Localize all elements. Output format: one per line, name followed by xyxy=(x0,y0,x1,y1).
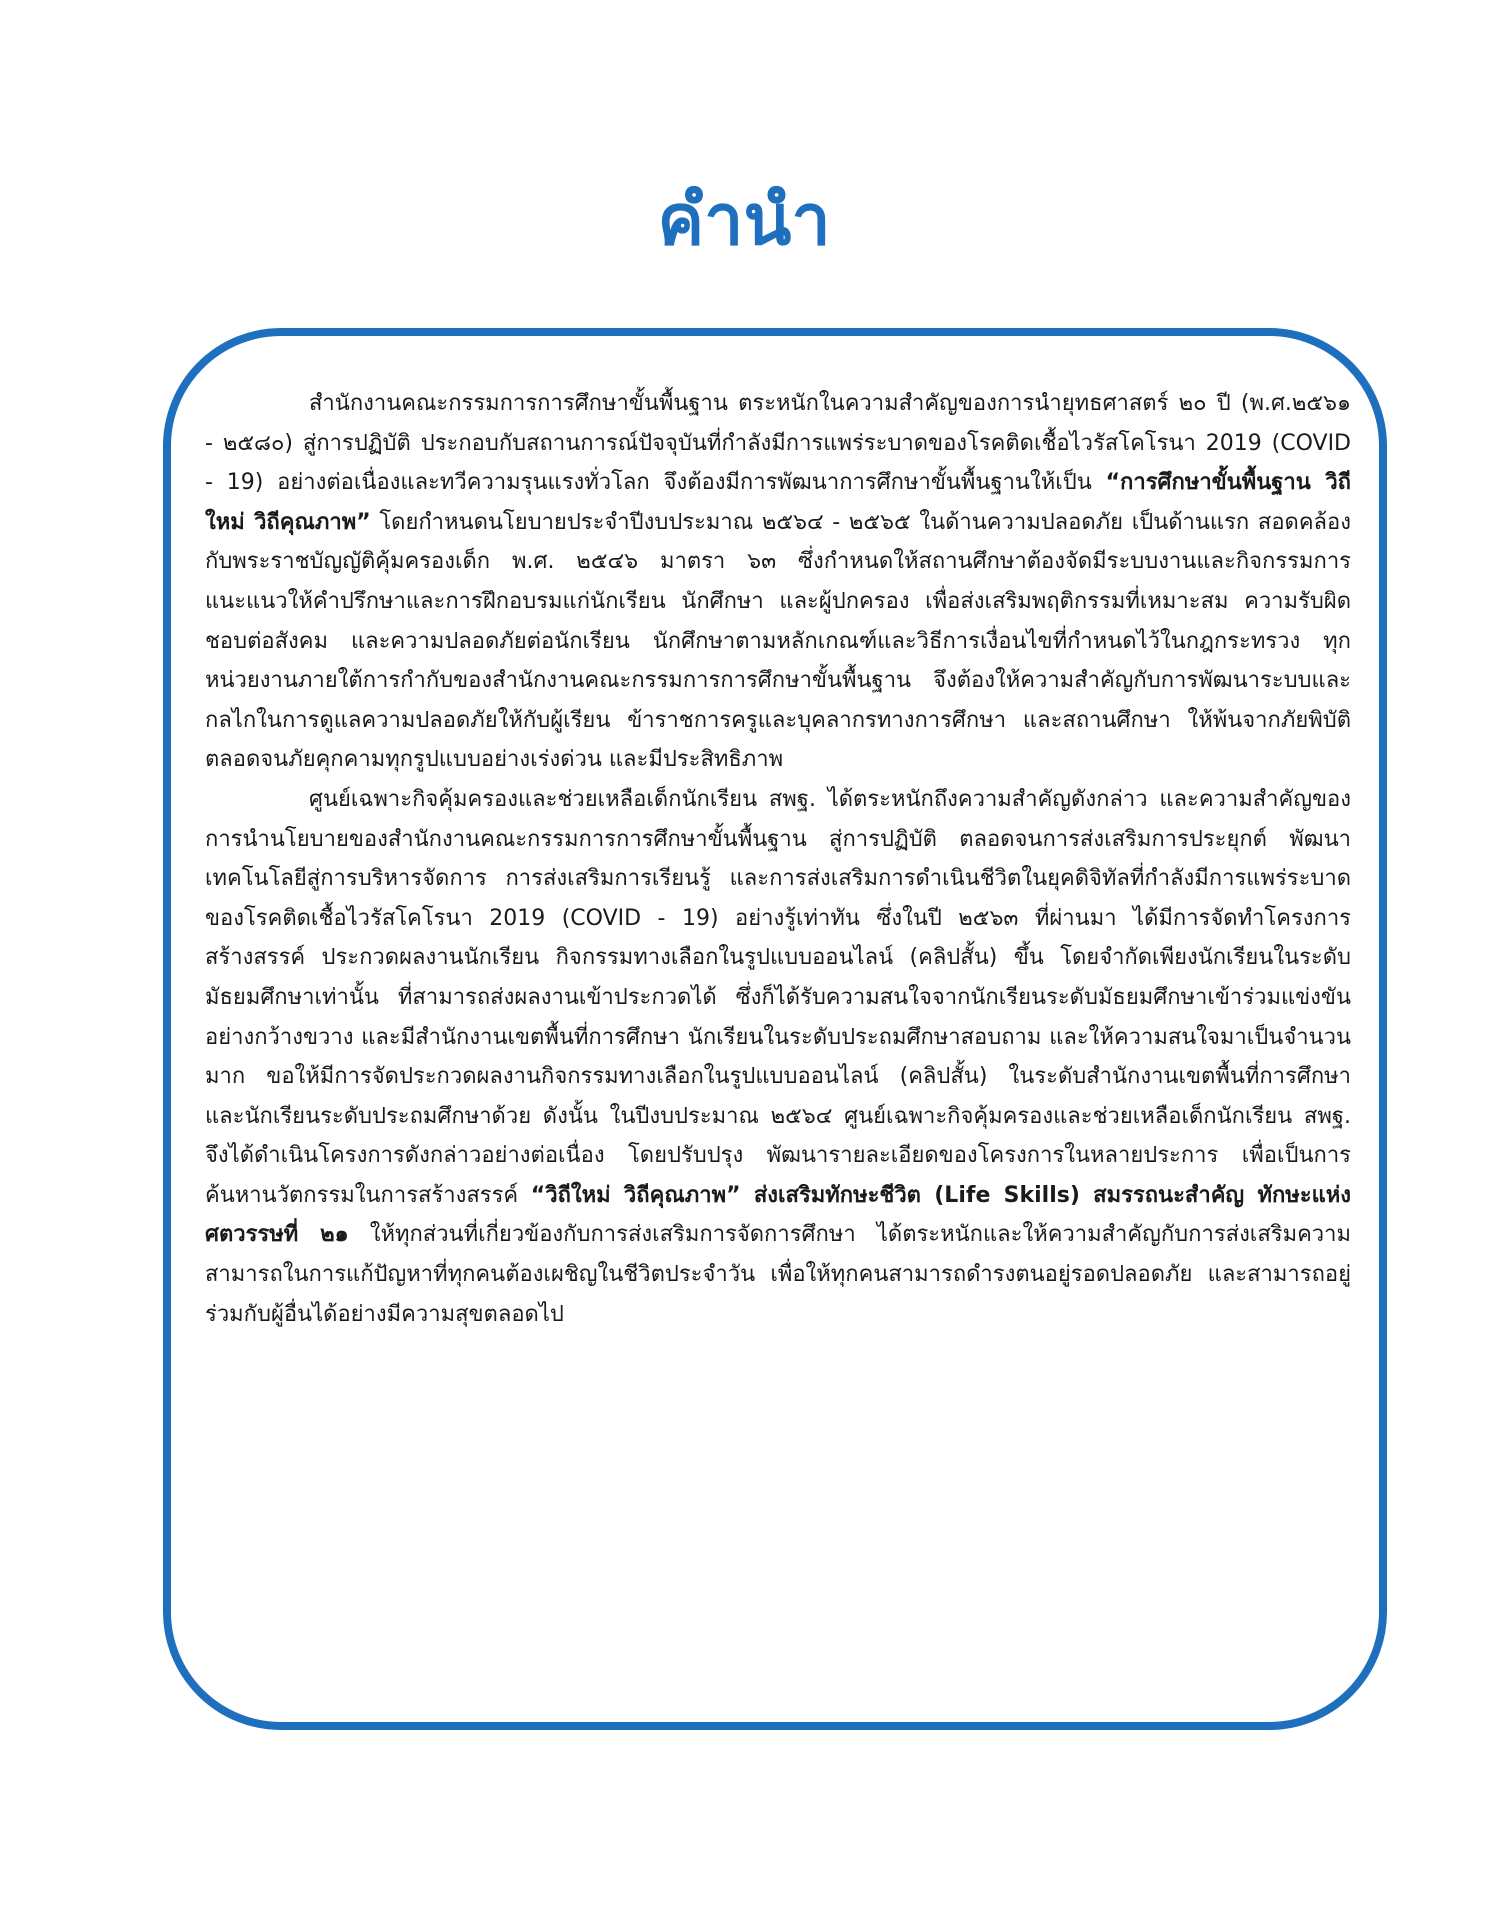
paragraph-2-emphasis: “วิถีใหม่ วิถีคุณภาพ” ส่งเสริมทักษะชีวิต (Life Skills) สมรรถนะสำคัญ ทักษะแห่งศตวรรษที่ ๒๑ xyxy=(205,1182,1352,1248)
paragraph-2-text-b: ให้ทุกส่วนที่เกี่ยวข้องกับการส่งเสริมการจัดการศึกษา ได้ตระหนักและให้ความสำคัญกับการส่งเสริมความสามารถในการแก้ปัญหาที่ทุกคนต้องเผชิญในชีวิตประจำวัน เพื่อให้ทุกคนสามารถดำรงตนอยู่รอดปลอดภัย และสามารถอยู่ร่วมกับผู้อื่นได้อย่างมีความสุขตลอดไป xyxy=(205,1222,1352,1327)
paragraph-1 xyxy=(205,384,1351,780)
paragraph-1-emphasis: “การศึกษาขั้นพื้นฐาน วิถีใหม่ วิถีคุณภาพ” xyxy=(205,470,1351,535)
paragraph-1-text-a: สำนักงานคณะกรรมการการศึกษาขั้นพื้นฐาน ตระหนักในความสำคัญของการนำยุทธศาสตร์ ๒๐ ปี (พ.ศ.๒๕๖๑ - ๒๕๘๐) สู่การปฏิบัติ ประกอบกับสถานการณ์ปัจจุบันที่กำลังมีการแพร่ระบาดของโรคติดเชื้อไวรัสโคโรนา 2019 (COVID - 19) อย่างต่อเนื่องและทวีความรุนแรงทั่วโลก จึงต้องมีการพัฒนาการศึกษาขั้นพื้นฐานให้เป็น xyxy=(205,391,1351,496)
paragraph-2-text-a: ศูนย์เฉพาะกิจคุ้มครองและช่วยเหลือเด็กนักเรียน สพฐ. ได้ตระหนักถึงความสำคัญดังกล่าว และความสำคัญของการนำนโยบายของสำนักงานคณะกรรมการการศึกษาขั้นพื้นฐาน สู่การปฏิบัติ ตลอดจนการส่งเสริมการประยุกต์ พัฒนาเทคโนโลยีสู่การบริหารจัดการ การส่งเสริมการเรียนรู้ และการส่งเสริมการดำเนินชีวิตในยุคดิจิทัลที่กำลังมีการแพร่ระบาดของโรคติดเชื้อไวรัสโคโรนา 2019 (COVID - 19) อย่างรู้เท่าทัน ซึ่งในปี ๒๕๖๓ ที่ผ่านมา ได้มีการจัดทำโครงการสร้างสรรค์ ประกวดผลงานนักเรียน กิจกรรมทางเลือกในรูปแบบออนไลน์ (คลิปสั้น) ขึ้น โดยจำกัดเพียงนักเรียนในระดับมัธยมศึกษาเท่านั้น ที่สามารถส่งผลงานเข้าประกวดได้ ซึ่งก็ได้รับความสนใจจากนักเรียนระดับมัธยมศึกษาเข้าร่วมแข่งขันอย่างกว้างขวาง และมีสำนักงานเขตพื้นที่การศึกษา นักเรียนในระดับประถมศึกษาสอบถาม และให้ความสนใจมาเป็นจำนวนมาก ขอให้มีการจัดประกวดผลงานกิจกรรมทางเลือกในรูปแบบออนไลน์ (คลิปสั้น) ในระดับสำนักงานเขตพื้นที่การศึกษา และนักเรียนระดับประถมศึกษาด้วย ดังนั้น ในปีงบประมาณ ๒๕๖๔ ศูนย์เฉพาะกิจคุ้มครองและช่วยเหลือเด็กนักเรียน สพฐ. จึงได้ดำเนินโครงการดังกล่าวอย่างต่อเนื่อง โดยปรับปรุง พัฒนารายละเอียดของโครงการในหลายประการ เพื่อเป็นการค้นหานวัตกรรมในการสร้างสรรค์ xyxy=(205,786,1351,1208)
paragraph-1-text-b: โดยกำหนดนโยบายประจำปีงบประมาณ ๒๕๖๔ - ๒๕๖๕ ในด้านความปลอดภัย เป็นด้านแรก สอดคล้องกับพระราชบัญญัติคุ้มครองเด็ก พ.ศ. ๒๕๔๖ มาตรา ๖๓ ซึ่งกำหนดให้สถานศึกษาต้องจัดมีระบบงานและกิจกรรมการแนะแนวให้คำปรึกษาและการฝึกอบรมแก่นักเรียน นักศึกษา และผู้ปกครอง เพื่อส่งเสริมพฤติกรรมที่เหมาะสม ความรับผิดชอบต่อสังคม และความปลอดภัยต่อนักเรียน นักศึกษาตามหลักเกณฑ์และวิธีการเงื่อนไขที่กำหนดไว้ในกฎกระทรวง ทุกหน่วยงานภายใต้การกำกับของสำนักงานคณะกรรมการการศึกษาขั้นพื้นฐาน จึงต้องให้ความสำคัญกับการพัฒนาระบบและกลไกในการดูแลความปลอดภัยให้กับผู้เรียน ข้าราชการครูและบุคลากรทางการศึกษา และสถานศึกษา ให้พ้นจากภัยพิบัติตลอดจนภัยคุกคามทุกรูปแบบอย่างเร่งด่วน และมีประสิทธิภาพ xyxy=(205,509,1351,773)
paragraph-2 xyxy=(205,780,1351,1334)
body-text xyxy=(205,384,1351,1334)
page-title: คำนำ xyxy=(657,179,831,261)
